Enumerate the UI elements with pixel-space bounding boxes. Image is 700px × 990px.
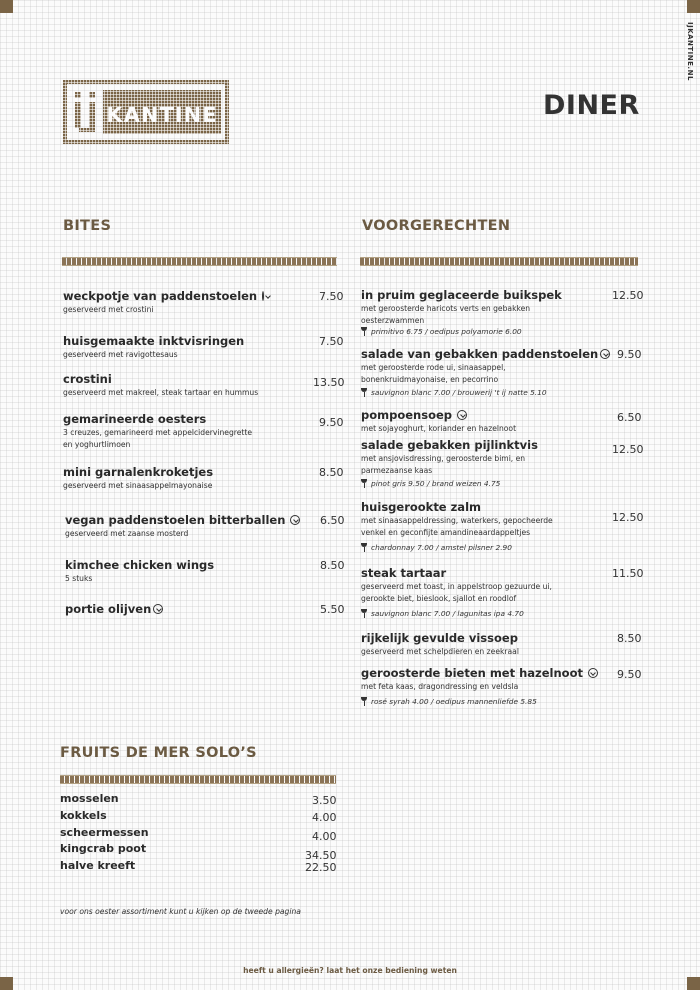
item-price: 9.50 (319, 416, 344, 429)
voorgerecht-item-buikspek (361, 288, 601, 336)
item-name: gemarineerde oesters (63, 412, 207, 426)
item-price: 7.50 (319, 335, 344, 348)
item-price: 7.50 (319, 290, 344, 303)
item-name: crostini (63, 372, 112, 386)
wine-glass-icon (361, 327, 367, 336)
fruits-item-price: 3.50 (312, 794, 337, 807)
wine-pairing: sauvignon blanc 7.00 / lagunitas ipa 4.70 (371, 609, 524, 618)
item-description: geserveerd met ravigottesaus (63, 350, 178, 359)
page-title: DINER (543, 90, 640, 121)
wine-glass-icon (361, 543, 367, 552)
vegan-icon (588, 668, 598, 678)
fruits-item-name: mosselen (60, 792, 119, 805)
item-description: met sinaasappeldressing, waterkers, gepocheerde (361, 516, 553, 525)
item-name: geroosterde bieten met hazelnoot (361, 666, 583, 680)
voorgerechten-heading: VOORGERECHTEN (362, 218, 511, 234)
item-price: 12.50 (612, 511, 644, 524)
bites-heading: BITES (63, 218, 112, 234)
item-price: 6.50 (320, 514, 345, 527)
wine-glass-icon (361, 479, 367, 488)
bites-item-bitterballen (65, 513, 305, 539)
wine-glass-icon (361, 609, 367, 618)
item-price: 13.50 (313, 376, 345, 389)
item-price: 8.50 (617, 632, 642, 645)
fruits-item-name: scheermessen (60, 826, 149, 839)
fruits-item-price: 34.50 (305, 849, 337, 862)
item-description: geserveerd met sinaasappelmayonaise (63, 481, 213, 490)
brand-logo (63, 80, 229, 144)
corner-mark-top-right (687, 0, 700, 13)
item-price: 9.50 (617, 668, 642, 681)
item-description-line2: parmezaanse kaas (361, 466, 433, 475)
fruits-item-name: kokkels (60, 809, 107, 822)
corner-mark-top-left (0, 0, 13, 13)
fruits-de-mer-divider (60, 775, 336, 784)
bites-item-weckpotje (63, 289, 263, 315)
item-description: met ansjovisdressing, geroosterde bimi, en (361, 454, 526, 463)
item-name: salade van gebakken paddenstoelen (361, 347, 599, 361)
item-name: weckpotje van paddenstoelen (63, 289, 258, 303)
item-name: rijkelijk gevulde vissoep (361, 631, 518, 645)
voorgerecht-item-salade-paddenstoelen (361, 347, 611, 397)
voorgerecht-item-vissoep (361, 631, 601, 657)
wine-pairing: primitivo 6.75 / oedipus polyamorie 6.00 (371, 327, 522, 336)
item-description: geserveerd met zaanse mosterd (65, 529, 189, 538)
wine-pairing: sauvignon blanc 7.00 / brouwerij 't ij natte 5.10 (371, 388, 547, 397)
bites-item-garnalenkroketjes (63, 465, 293, 491)
wine-pairing: rosé syrah 4.00 / oedipus mannenliefde 5.85 (371, 697, 537, 706)
oyster-note: voor ons oester assortiment kunt u kijken op de tweede pagina (60, 907, 301, 916)
item-name: mini garnalenkroketjes (63, 465, 214, 479)
voorgerecht-item-zalm (361, 500, 606, 552)
item-name: pompoensoep (361, 408, 453, 422)
item-description: geserveerd met schelpdieren en zeekraal (361, 647, 519, 656)
vegan-icon (600, 349, 610, 359)
item-price: 9.50 (617, 348, 642, 361)
website-url[interactable]: IJKANTINE.NL (686, 22, 694, 81)
wine-glass-icon (361, 388, 367, 397)
voorgerechten-divider (360, 257, 638, 266)
item-name: kimchee chicken wings (65, 558, 215, 572)
item-description: geserveerd met crostini (63, 305, 154, 314)
fruits-item-name: halve kreeft (60, 859, 136, 872)
item-description: 3 creuzes, gemarineerd met appelcidervinegrette (63, 428, 253, 437)
item-description: met feta kaas, dragondressing en veldsla (361, 682, 519, 691)
item-price: 12.50 (612, 443, 644, 456)
item-name: huisgemaakte inktvisringen (63, 334, 245, 348)
voorgerecht-item-pijlinktvis (361, 438, 601, 488)
item-price: 12.50 (612, 289, 644, 302)
fruits-item-price: 4.00 (312, 830, 337, 843)
allergy-footer: heeft u allergieën? laat het onze bediening weten (243, 966, 457, 975)
vegan-icon (262, 291, 264, 301)
item-name: salade gebakken pijlinktvis (361, 438, 538, 452)
wine-glass-icon (361, 697, 367, 706)
bites-item-inktvisringen (63, 334, 293, 360)
wine-pairing: pinot gris 9.50 / brand weizen 4.75 (371, 479, 501, 488)
item-price: 8.50 (320, 559, 345, 572)
item-name: portie olijven (65, 602, 152, 616)
item-description: geserveerd met toast, in appelstroop gezuurde ui, (361, 582, 552, 591)
vegan-icon (153, 604, 163, 614)
item-price: 11.50 (612, 567, 644, 580)
item-description: met sojayoghurt, koriander en hazelnoot (361, 424, 517, 433)
voorgerecht-item-steak-tartaar (361, 566, 606, 618)
fruits-de-mer-heading: FRUITS DE MER SOLO’S (60, 745, 257, 761)
bites-item-crostini (63, 372, 303, 398)
bites-item-oesters (63, 412, 308, 450)
svg-text:KANTINE: KANTINE (106, 103, 218, 127)
item-price: 8.50 (319, 466, 344, 479)
fruits-item-name: kingcrab poot (60, 842, 147, 855)
voorgerecht-item-pompoensoep (361, 408, 601, 434)
item-description-line2: gerookte biet, bieslook, sjallot en roodlof (361, 594, 517, 603)
fruits-item-price: 4.00 (312, 811, 337, 824)
fruits-item-price: 22.50 (305, 861, 337, 874)
item-name: steak tartaar (361, 566, 447, 580)
item-description: geserveerd met makreel, steak tartaar en hummus (63, 388, 259, 397)
item-description-line2: en yoghurtlimoen (63, 440, 131, 449)
item-name: huisgerookte zalm (361, 500, 481, 514)
item-description-line2: oesterzwammen (361, 316, 425, 325)
vegan-icon (457, 410, 467, 420)
bites-divider (62, 257, 337, 266)
bites-item-olijven (65, 602, 265, 616)
item-description: met geroosterde haricots verts en gebakken (361, 304, 531, 313)
corner-mark-bottom-left (0, 977, 13, 990)
corner-mark-bottom-right (687, 977, 700, 990)
wine-pairing: chardonnay 7.00 / amstel pilsner 2.90 (371, 543, 512, 552)
item-name: vegan paddenstoelen bitterballen (65, 513, 286, 527)
item-description: 5 stuks (65, 574, 93, 583)
item-price: 6.50 (617, 411, 642, 424)
bites-item-chicken-wings (65, 558, 295, 584)
item-price: 5.50 (320, 603, 345, 616)
item-description-line2: venkel en geconfijte amandineaardappeltjes (361, 528, 531, 537)
item-name: in pruim geglaceerde buikspek (361, 288, 562, 302)
vegan-icon (290, 515, 300, 525)
voorgerecht-item-bieten (361, 666, 606, 706)
item-description-line2: bonenkruidmayonaise, en pecorrino (361, 375, 499, 384)
item-description: met geroosterde rode ui, sinaasappel, (361, 363, 506, 372)
